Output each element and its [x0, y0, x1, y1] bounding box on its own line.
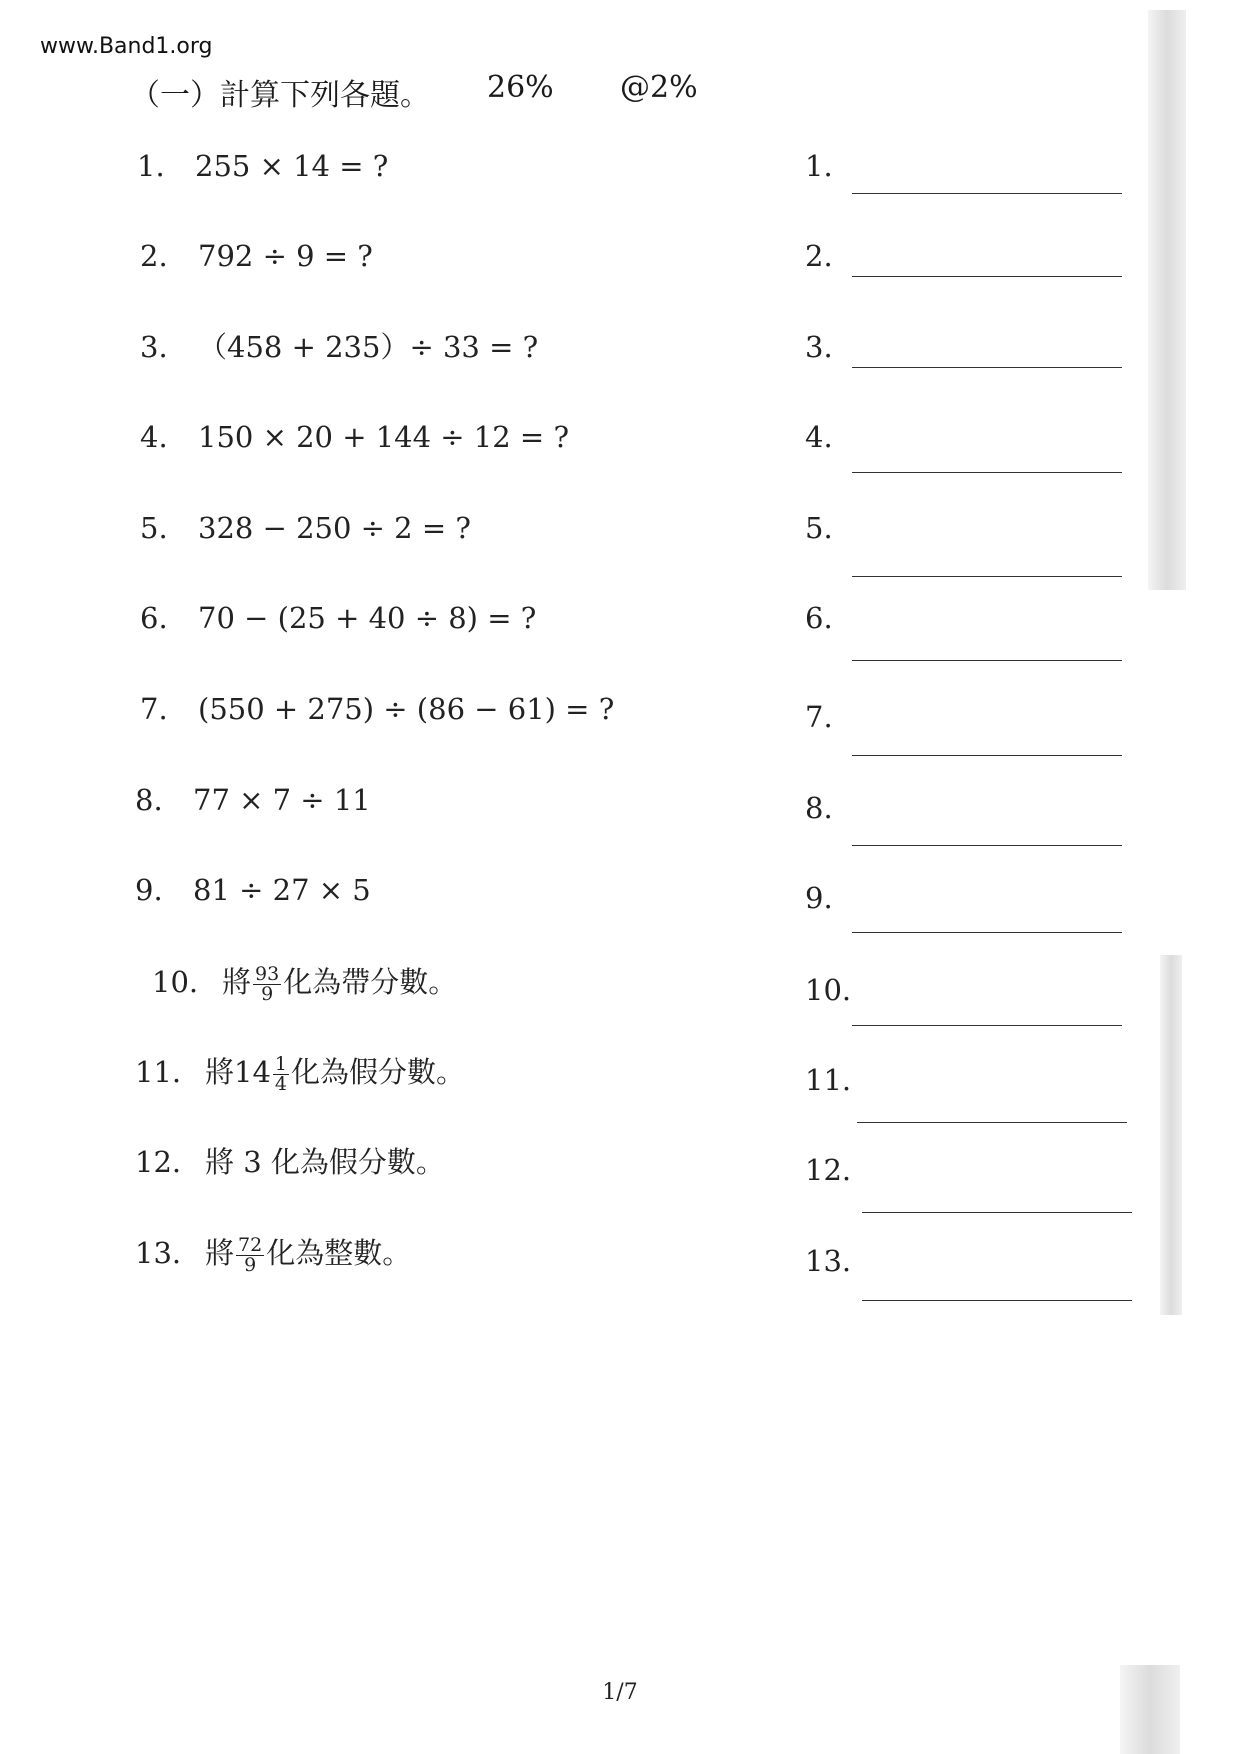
answer-line-2[interactable] [852, 276, 1122, 277]
question-number: 5. [140, 511, 168, 545]
answer-label-10: 10. [805, 973, 852, 1007]
page-number: 1/7 [602, 1680, 638, 1705]
answer-label-3: 3. [805, 330, 833, 364]
question-8 [135, 780, 371, 820]
answer-label-2: 2. [805, 239, 833, 273]
question-text: 255 × 14 = ? [195, 149, 389, 183]
answer-line-13[interactable] [862, 1300, 1132, 1301]
answer-label-9: 9. [805, 881, 833, 915]
question-5 [140, 508, 471, 548]
question-number: 9. [135, 873, 163, 907]
answer-line-11[interactable] [857, 1122, 1127, 1123]
fraction-denominator: 9 [261, 982, 274, 1005]
question-prefix: 將 [205, 1236, 235, 1270]
answer-line-6[interactable] [852, 660, 1122, 661]
question-number: 4. [140, 420, 168, 454]
question-number: 3. [140, 330, 168, 364]
question-2 [140, 236, 373, 276]
answer-line-8[interactable] [852, 845, 1122, 846]
question-prefix: 將 [222, 965, 252, 999]
answer-line-10[interactable] [852, 1025, 1122, 1026]
answer-label-13: 13. [805, 1244, 852, 1278]
answer-line-9[interactable] [852, 932, 1122, 933]
scan-shadow-right [1148, 10, 1186, 590]
question-number: 6. [140, 601, 168, 635]
fraction-denominator: 4 [274, 1072, 287, 1095]
answer-line-4[interactable] [852, 472, 1122, 473]
fraction [273, 1052, 289, 1095]
question-1 [137, 146, 388, 186]
answer-line-12[interactable] [862, 1212, 1132, 1213]
section-title: （一）計算下列各題。 [130, 78, 430, 113]
answer-label-1: 1. [805, 149, 833, 183]
answer-label-4: 4. [805, 420, 833, 454]
section-total-score: 26% [487, 70, 554, 105]
answer-label-12: 12. [805, 1153, 852, 1187]
question-text: 77 × 7 ÷ 11 [193, 783, 371, 817]
section-each-score: @2% [620, 70, 698, 105]
question-number: 12. [135, 1145, 182, 1179]
question-text: 150 × 20 + 144 ÷ 12 = ? [198, 420, 569, 454]
question-number: 11. [135, 1055, 182, 1089]
question-7 [140, 689, 614, 729]
question-number: 13. [135, 1236, 182, 1270]
fraction-numerator: 72 [238, 1233, 263, 1256]
question-3 [140, 327, 538, 367]
answer-label-8: 8. [805, 791, 833, 825]
question-10 [152, 962, 457, 1004]
question-suffix: 化為帶分數。 [283, 965, 458, 999]
scan-shadow-right-lower [1160, 955, 1182, 1315]
question-text: （458 + 235）÷ 33 = ? [198, 330, 539, 364]
fraction-numerator: 1 [274, 1052, 287, 1075]
question-text: (550 + 275) ÷ (86 − 61) = ? [198, 692, 615, 726]
question-13 [135, 1233, 411, 1275]
fraction-denominator: 9 [244, 1253, 257, 1276]
answer-line-5[interactable] [852, 576, 1122, 577]
question-12 [135, 1142, 445, 1182]
question-text: 81 ÷ 27 × 5 [193, 873, 371, 907]
question-text: 328 − 250 ÷ 2 = ? [198, 511, 471, 545]
answer-label-6: 6. [805, 601, 833, 635]
answer-line-3[interactable] [852, 367, 1122, 368]
answer-label-11: 11. [805, 1063, 852, 1097]
answer-line-1[interactable] [852, 193, 1122, 194]
question-suffix: 化為整數。 [266, 1236, 412, 1270]
fraction [253, 962, 281, 1005]
fraction [236, 1233, 264, 1276]
question-number: 10. [152, 965, 199, 999]
scan-shadow-bottom [1120, 1665, 1180, 1754]
question-suffix: 化為假分數。 [291, 1055, 466, 1089]
watermark: www.Band1.org [40, 34, 213, 59]
question-text: 70 − (25 + 40 ÷ 8) = ? [198, 601, 537, 635]
question-number: 2. [140, 239, 168, 273]
answer-line-7[interactable] [852, 755, 1122, 756]
question-11 [135, 1052, 465, 1094]
answer-label-5: 5. [805, 511, 833, 545]
question-number: 1. [137, 149, 165, 183]
question-number: 7. [140, 692, 168, 726]
answer-label-7: 7. [805, 700, 833, 734]
question-4 [140, 417, 569, 457]
question-6 [140, 598, 536, 638]
question-text: 792 ÷ 9 = ? [198, 239, 373, 273]
question-number: 8. [135, 783, 163, 817]
question-9 [135, 870, 371, 910]
question-prefix: 將14 [205, 1055, 271, 1089]
question-text: 將 3 化為假分數。 [205, 1145, 445, 1179]
fraction-numerator: 93 [255, 962, 280, 985]
